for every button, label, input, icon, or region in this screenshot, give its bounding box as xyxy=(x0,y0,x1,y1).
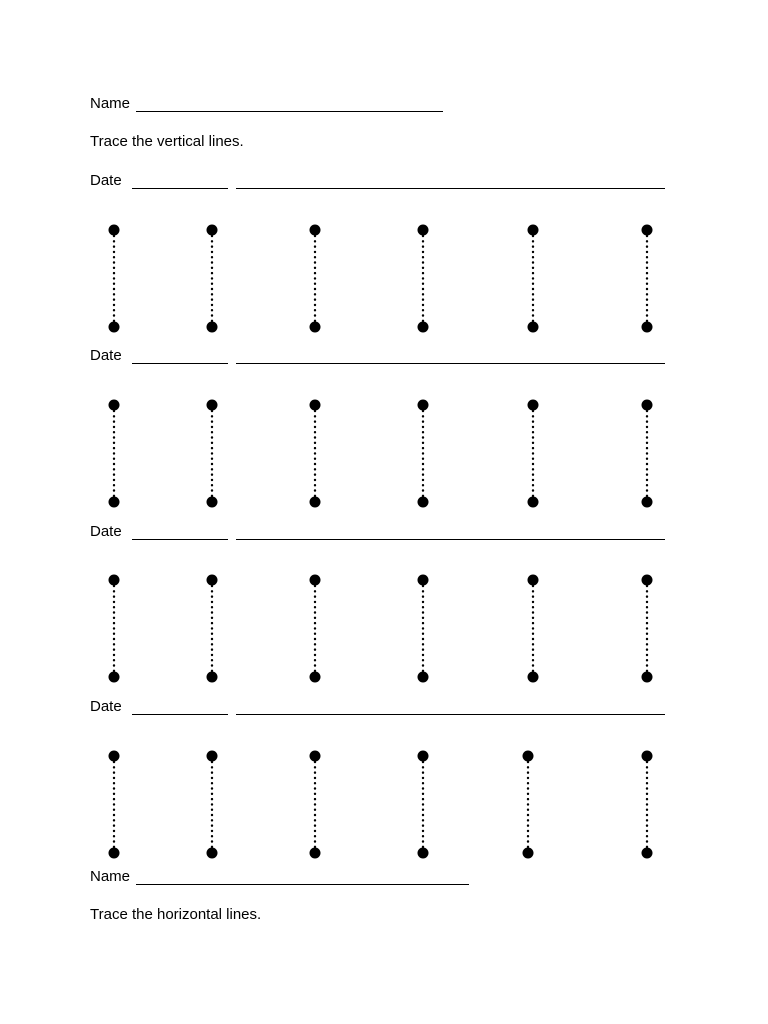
start-dot xyxy=(109,751,120,762)
tracing-row-1-svg xyxy=(0,220,768,330)
tracing-row-2-svg xyxy=(0,395,768,505)
name-label: Name xyxy=(90,868,131,885)
tracing-line xyxy=(418,575,429,683)
tracing-row-3 xyxy=(0,570,768,680)
tracing-line xyxy=(642,575,653,683)
tracing-line xyxy=(207,400,218,508)
tracing-line xyxy=(109,400,120,508)
writing-blank[interactable] xyxy=(236,539,665,540)
end-dot xyxy=(418,672,429,683)
date-label: Date xyxy=(90,172,122,189)
name-label: Name xyxy=(90,95,131,112)
end-dot xyxy=(523,848,534,859)
tracing-line xyxy=(523,751,534,859)
tracing-line xyxy=(642,400,653,508)
start-dot xyxy=(642,575,653,586)
start-dot xyxy=(207,225,218,236)
tracing-line xyxy=(109,225,120,333)
writing-blank[interactable] xyxy=(236,188,665,189)
writing-blank[interactable] xyxy=(236,714,665,715)
name-line-top xyxy=(90,94,130,114)
start-dot xyxy=(207,400,218,411)
date-label: Date xyxy=(90,698,122,715)
end-dot xyxy=(642,672,653,683)
end-dot xyxy=(642,322,653,333)
date-blank[interactable] xyxy=(132,714,228,715)
end-dot xyxy=(310,848,321,859)
end-dot xyxy=(528,322,539,333)
instruction-vertical: Trace the vertical lines. xyxy=(90,133,244,150)
end-dot xyxy=(528,672,539,683)
start-dot xyxy=(109,225,120,236)
start-dot xyxy=(523,751,534,762)
name-blank-top[interactable] xyxy=(136,111,443,112)
tracing-line xyxy=(310,225,321,333)
end-dot xyxy=(418,848,429,859)
tracing-line xyxy=(109,751,120,859)
end-dot xyxy=(418,322,429,333)
tracing-row-1 xyxy=(0,220,768,330)
end-dot xyxy=(109,848,120,859)
start-dot xyxy=(207,751,218,762)
tracing-line xyxy=(418,225,429,333)
start-dot xyxy=(310,575,321,586)
date-label: Date xyxy=(90,523,122,540)
start-dot xyxy=(642,225,653,236)
tracing-line xyxy=(310,751,321,859)
end-dot xyxy=(207,497,218,508)
start-dot xyxy=(109,400,120,411)
end-dot xyxy=(207,322,218,333)
tracing-row-2 xyxy=(0,395,768,505)
date-label: Date xyxy=(90,347,122,364)
end-dot xyxy=(207,848,218,859)
tracing-line xyxy=(207,225,218,333)
tracing-row-4-svg xyxy=(0,746,768,856)
start-dot xyxy=(109,575,120,586)
instruction-horizontal: Trace the horizontal lines. xyxy=(90,906,262,923)
start-dot xyxy=(310,751,321,762)
end-dot xyxy=(642,848,653,859)
end-dot xyxy=(642,497,653,508)
start-dot xyxy=(310,225,321,236)
tracing-line xyxy=(528,575,539,683)
end-dot xyxy=(109,322,120,333)
tracing-line xyxy=(207,751,218,859)
tracing-line xyxy=(418,751,429,859)
tracing-line xyxy=(642,225,653,333)
tracing-row-4 xyxy=(0,746,768,856)
start-dot xyxy=(418,575,429,586)
end-dot xyxy=(418,497,429,508)
date-blank[interactable] xyxy=(132,539,228,540)
end-dot xyxy=(310,672,321,683)
tracing-row-3-svg xyxy=(0,570,768,680)
end-dot xyxy=(310,322,321,333)
start-dot xyxy=(642,400,653,411)
date-blank[interactable] xyxy=(132,188,228,189)
start-dot xyxy=(642,751,653,762)
tracing-line xyxy=(528,400,539,508)
tracing-line xyxy=(528,225,539,333)
tracing-line xyxy=(109,575,120,683)
start-dot xyxy=(528,575,539,586)
tracing-line xyxy=(310,575,321,683)
tracing-line xyxy=(642,751,653,859)
start-dot xyxy=(207,575,218,586)
end-dot xyxy=(310,497,321,508)
start-dot xyxy=(418,225,429,236)
start-dot xyxy=(310,400,321,411)
start-dot xyxy=(418,751,429,762)
name-blank-bottom[interactable] xyxy=(136,884,469,885)
start-dot xyxy=(528,225,539,236)
end-dot xyxy=(528,497,539,508)
start-dot xyxy=(418,400,429,411)
end-dot xyxy=(109,497,120,508)
name-line-bottom xyxy=(90,867,130,887)
tracing-line xyxy=(207,575,218,683)
end-dot xyxy=(109,672,120,683)
end-dot xyxy=(207,672,218,683)
writing-blank[interactable] xyxy=(236,363,665,364)
tracing-line xyxy=(418,400,429,508)
date-blank[interactable] xyxy=(132,363,228,364)
tracing-line xyxy=(310,400,321,508)
start-dot xyxy=(528,400,539,411)
